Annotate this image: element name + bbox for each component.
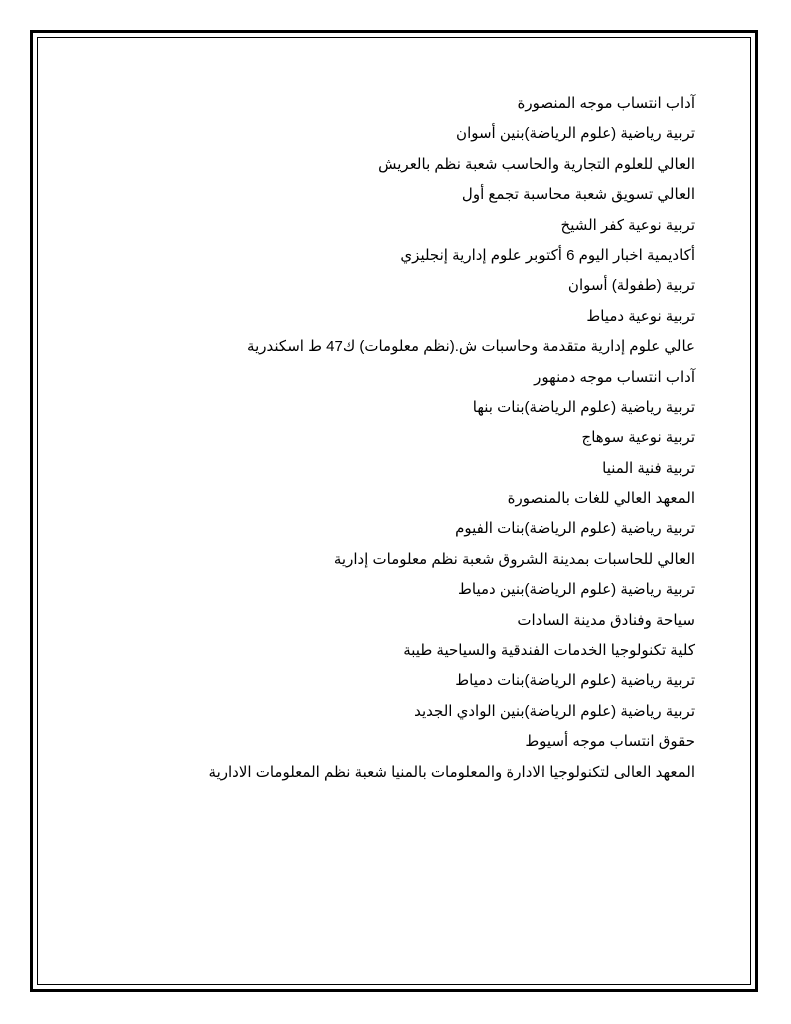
list-item: سياحة وفنادق مدينة السادات <box>517 611 695 629</box>
list-item: تربية رياضية (علوم الرياضة)بنات الفيوم <box>455 520 695 538</box>
list-item: تربية نوعية سوهاج <box>581 429 695 447</box>
list-item: تربية رياضية (علوم الرياضة)بنات بنها <box>472 398 695 416</box>
list-item: حقوق انتساب موجه أسيوط <box>525 733 695 751</box>
list-item: تربية رياضية (علوم الرياضة)بنين أسوان <box>456 125 695 143</box>
list-item: العالي للحاسبات بمدينة الشروق شعبة نظم معلومات إدارية <box>333 550 695 568</box>
list-item: تربية نوعية دمياط <box>586 307 695 325</box>
list-item: آداب انتساب موجه المنصورة <box>517 95 695 112</box>
list-item: تربية رياضية (علوم الرياضة)بنين دمياط <box>458 581 695 599</box>
list-item: العالي تسويق شعبة محاسبة تجمع أول <box>461 186 695 204</box>
list-item: تربية نوعية كفر الشيخ <box>560 216 695 234</box>
list-item: تربية (طفولة) أسوان <box>567 277 695 295</box>
list-item: تربية رياضية (علوم الرياضة)بنات دمياط <box>455 672 695 690</box>
list-item: العالي للعلوم التجارية والحاسب شعبة نظم بالعريش <box>378 155 695 173</box>
list-item: آداب انتساب موجه دمنهور <box>534 368 695 386</box>
document-list <box>95 94 695 793</box>
list-item: كلية تكنولوجيا الخدمات الفندقية والسياحية طيبة <box>403 642 695 660</box>
list-item: عالي علوم إدارية متقدمة وحاسبات ش.(نظم معلومات) ك47 ط اسكندرية <box>247 338 695 356</box>
list-item: المعهد العالى لتكنولوجيا الادارة والمعلومات بالمنيا شعبة نظم المعلومات الادارية <box>208 763 695 781</box>
list-item: تربية فنية المنيا <box>602 459 695 477</box>
list-item: المعهد العالي للغات بالمنصورة <box>507 490 695 508</box>
list-item: تربية رياضية (علوم الرياضة)بنين الوادي الجديد <box>414 702 695 720</box>
list-item: أكاديمية اخبار اليوم 6 أكتوبر علوم إدارية إنجليزي <box>400 246 695 264</box>
